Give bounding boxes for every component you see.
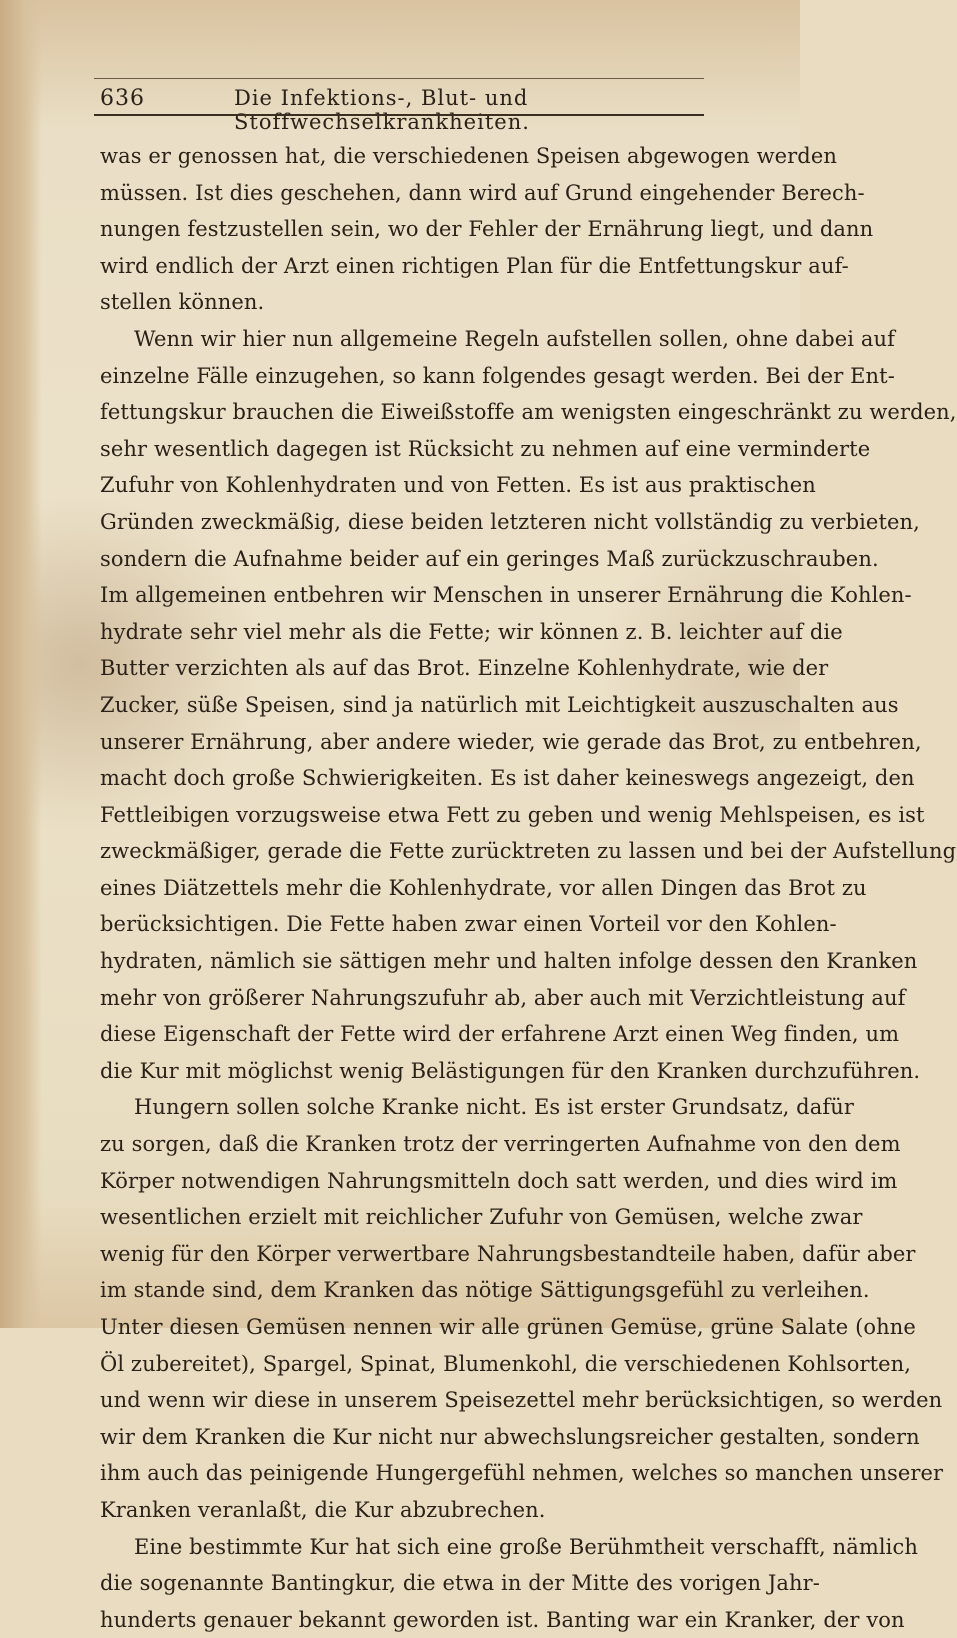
text-line: macht doch große Schwierigkeiten. Es ist daher keineswegs angezeigt, den — [100, 766, 915, 791]
header-rule-top — [94, 78, 704, 79]
page-edge-shadow — [0, 0, 42, 1328]
text-line: ihm auch das peinigende Hungergefühl nehmen, welches so manchen unserer — [100, 1461, 944, 1486]
text-line: nungen festzustellen sein, wo der Fehler der Ernährung liegt, und dann — [100, 217, 874, 242]
text-line: Kranken veranlaßt, die Kur abzubrechen. — [100, 1497, 546, 1522]
text-line: unserer Ernährung, aber andere wieder, wie gerade das Brot, zu entbehren, — [100, 729, 922, 754]
text-line: Eine bestimmte Kur hat sich eine große Berühmtheit verschafft, nämlich — [134, 1534, 918, 1559]
text-line: müssen. Ist dies geschehen, dann wird auf Grund eingehender Berech- — [100, 180, 865, 205]
text-line: Unter diesen Gemüsen nennen wir alle grünen Gemüse, grüne Salate (ohne — [100, 1315, 916, 1339]
text-line: hunderts genauer bekannt geworden ist. Banting war ein Kranker, der von — [100, 1607, 905, 1632]
text-line: Öl zubereitet), Spargel, Spinat, Blumenkohl, die verschiedenen Kohlsorten, — [100, 1351, 912, 1376]
text-line: Zufuhr von Kohlenhydraten und von Fetten. Es ist aus praktischen — [100, 473, 816, 498]
text-line: Körper notwendigen Nahrungsmitteln doch satt werden, und dies wird im — [100, 1168, 898, 1193]
running-head: Die Infektions-, Blut- und Stoffwechselkrankheiten. — [234, 86, 530, 134]
text-line: wenig für den Körper verwertbare Nahrungsbestandteile haben, dafür aber — [100, 1241, 916, 1266]
text-line: einzelne Fälle einzugehen, so kann folgendes gesagt werden. Bei der Ent- — [100, 363, 895, 388]
text-line: die sogenannte Bantingkur, die etwa in der Mitte des vorigen Jahr- — [100, 1571, 820, 1596]
text-line: Im allgemeinen entbehren wir Menschen in unserer Ernährung die Kohlen- — [100, 583, 912, 608]
text-line: zweckmäßiger, gerade die Fette zurücktreten zu lassen und bei der Aufstellung — [100, 839, 957, 864]
text-line: diese Eigenschaft der Fette wird der erfahrene Arzt einen Weg finden, um — [100, 1022, 900, 1047]
text-line: Zucker, süße Speisen, sind ja natürlich mit Leichtigkeit auszuschalten aus — [100, 692, 899, 717]
text-line: fettungskur brauchen die Eiweißstoffe am wenigsten eingeschränkt zu werden, — [100, 400, 957, 425]
text-line: im stande sind, dem Kranken das nötige Sättigungsgefühl zu verleihen. — [100, 1278, 870, 1303]
text-line: Wenn wir hier nun allgemeine Regeln aufstellen sollen, ohne dabei auf — [134, 326, 896, 351]
text-line: wesentlichen erzielt mit reichlicher Zufuhr von Gemüsen, welche zwar — [100, 1205, 863, 1230]
text-line: und wenn wir diese in unserem Speisezettel mehr berücksichtigen, so werden — [100, 1388, 943, 1413]
text-line: berücksichtigen. Die Fette haben zwar einen Vorteil vor den Kohlen- — [100, 912, 837, 937]
text-line: sehr wesentlich dagegen ist Rücksicht zu nehmen auf eine verminderte — [100, 436, 871, 461]
text-line: wir dem Kranken die Kur nicht nur abwechslungsreicher gestalten, sondern — [100, 1424, 920, 1449]
text-line: Fettleibigen vorzugsweise etwa Fett zu geben und wenig Mehlspeisen, es ist — [100, 802, 925, 827]
text-line: hydraten, nämlich sie sättigen mehr und halten infolge dessen den Kranken — [100, 949, 918, 974]
page-header — [84, 78, 704, 134]
text-line: zu sorgen, daß die Kranken trotz der verringerten Aufnahme von den dem — [100, 1132, 901, 1157]
text-line: Hungern sollen solche Kranke nicht. Es ist erster Grundsatz, dafür — [134, 1095, 854, 1120]
text-line: mehr von größerer Nahrungszufuhr ab, aber auch mit Verzichtleistung auf — [100, 985, 906, 1010]
text-line: hydrate sehr viel mehr als die Fette; wir können z. B. leichter auf die — [100, 619, 843, 644]
body-text — [100, 138, 957, 1638]
text-line: sondern die Aufnahme beider auf ein geringes Maß zurückzuschrauben. — [100, 546, 879, 571]
header-rule-bottom — [94, 114, 704, 116]
text-line: was er genossen hat, die verschiedenen Speisen abgewogen werden — [100, 144, 838, 168]
text-line: stellen können. — [100, 290, 265, 315]
text-line: Butter verzichten als auf das Brot. Einzelne Kohlenhydrate, wie der — [100, 656, 829, 681]
text-line: wird endlich der Arzt einen richtigen Plan für die Entfettungskur auf- — [100, 253, 849, 278]
text-line: die Kur mit möglichst wenig Belästigungen für den Kranken durchzuführen. — [100, 1058, 921, 1083]
text-line: Gründen zweckmäßig, diese beiden letzteren nicht vollständig zu verbieten, — [100, 509, 920, 534]
text-line: eines Diätzettels mehr die Kohlenhydrate, vor allen Dingen das Brot zu — [100, 875, 867, 900]
page-number: 636 — [100, 86, 145, 111]
